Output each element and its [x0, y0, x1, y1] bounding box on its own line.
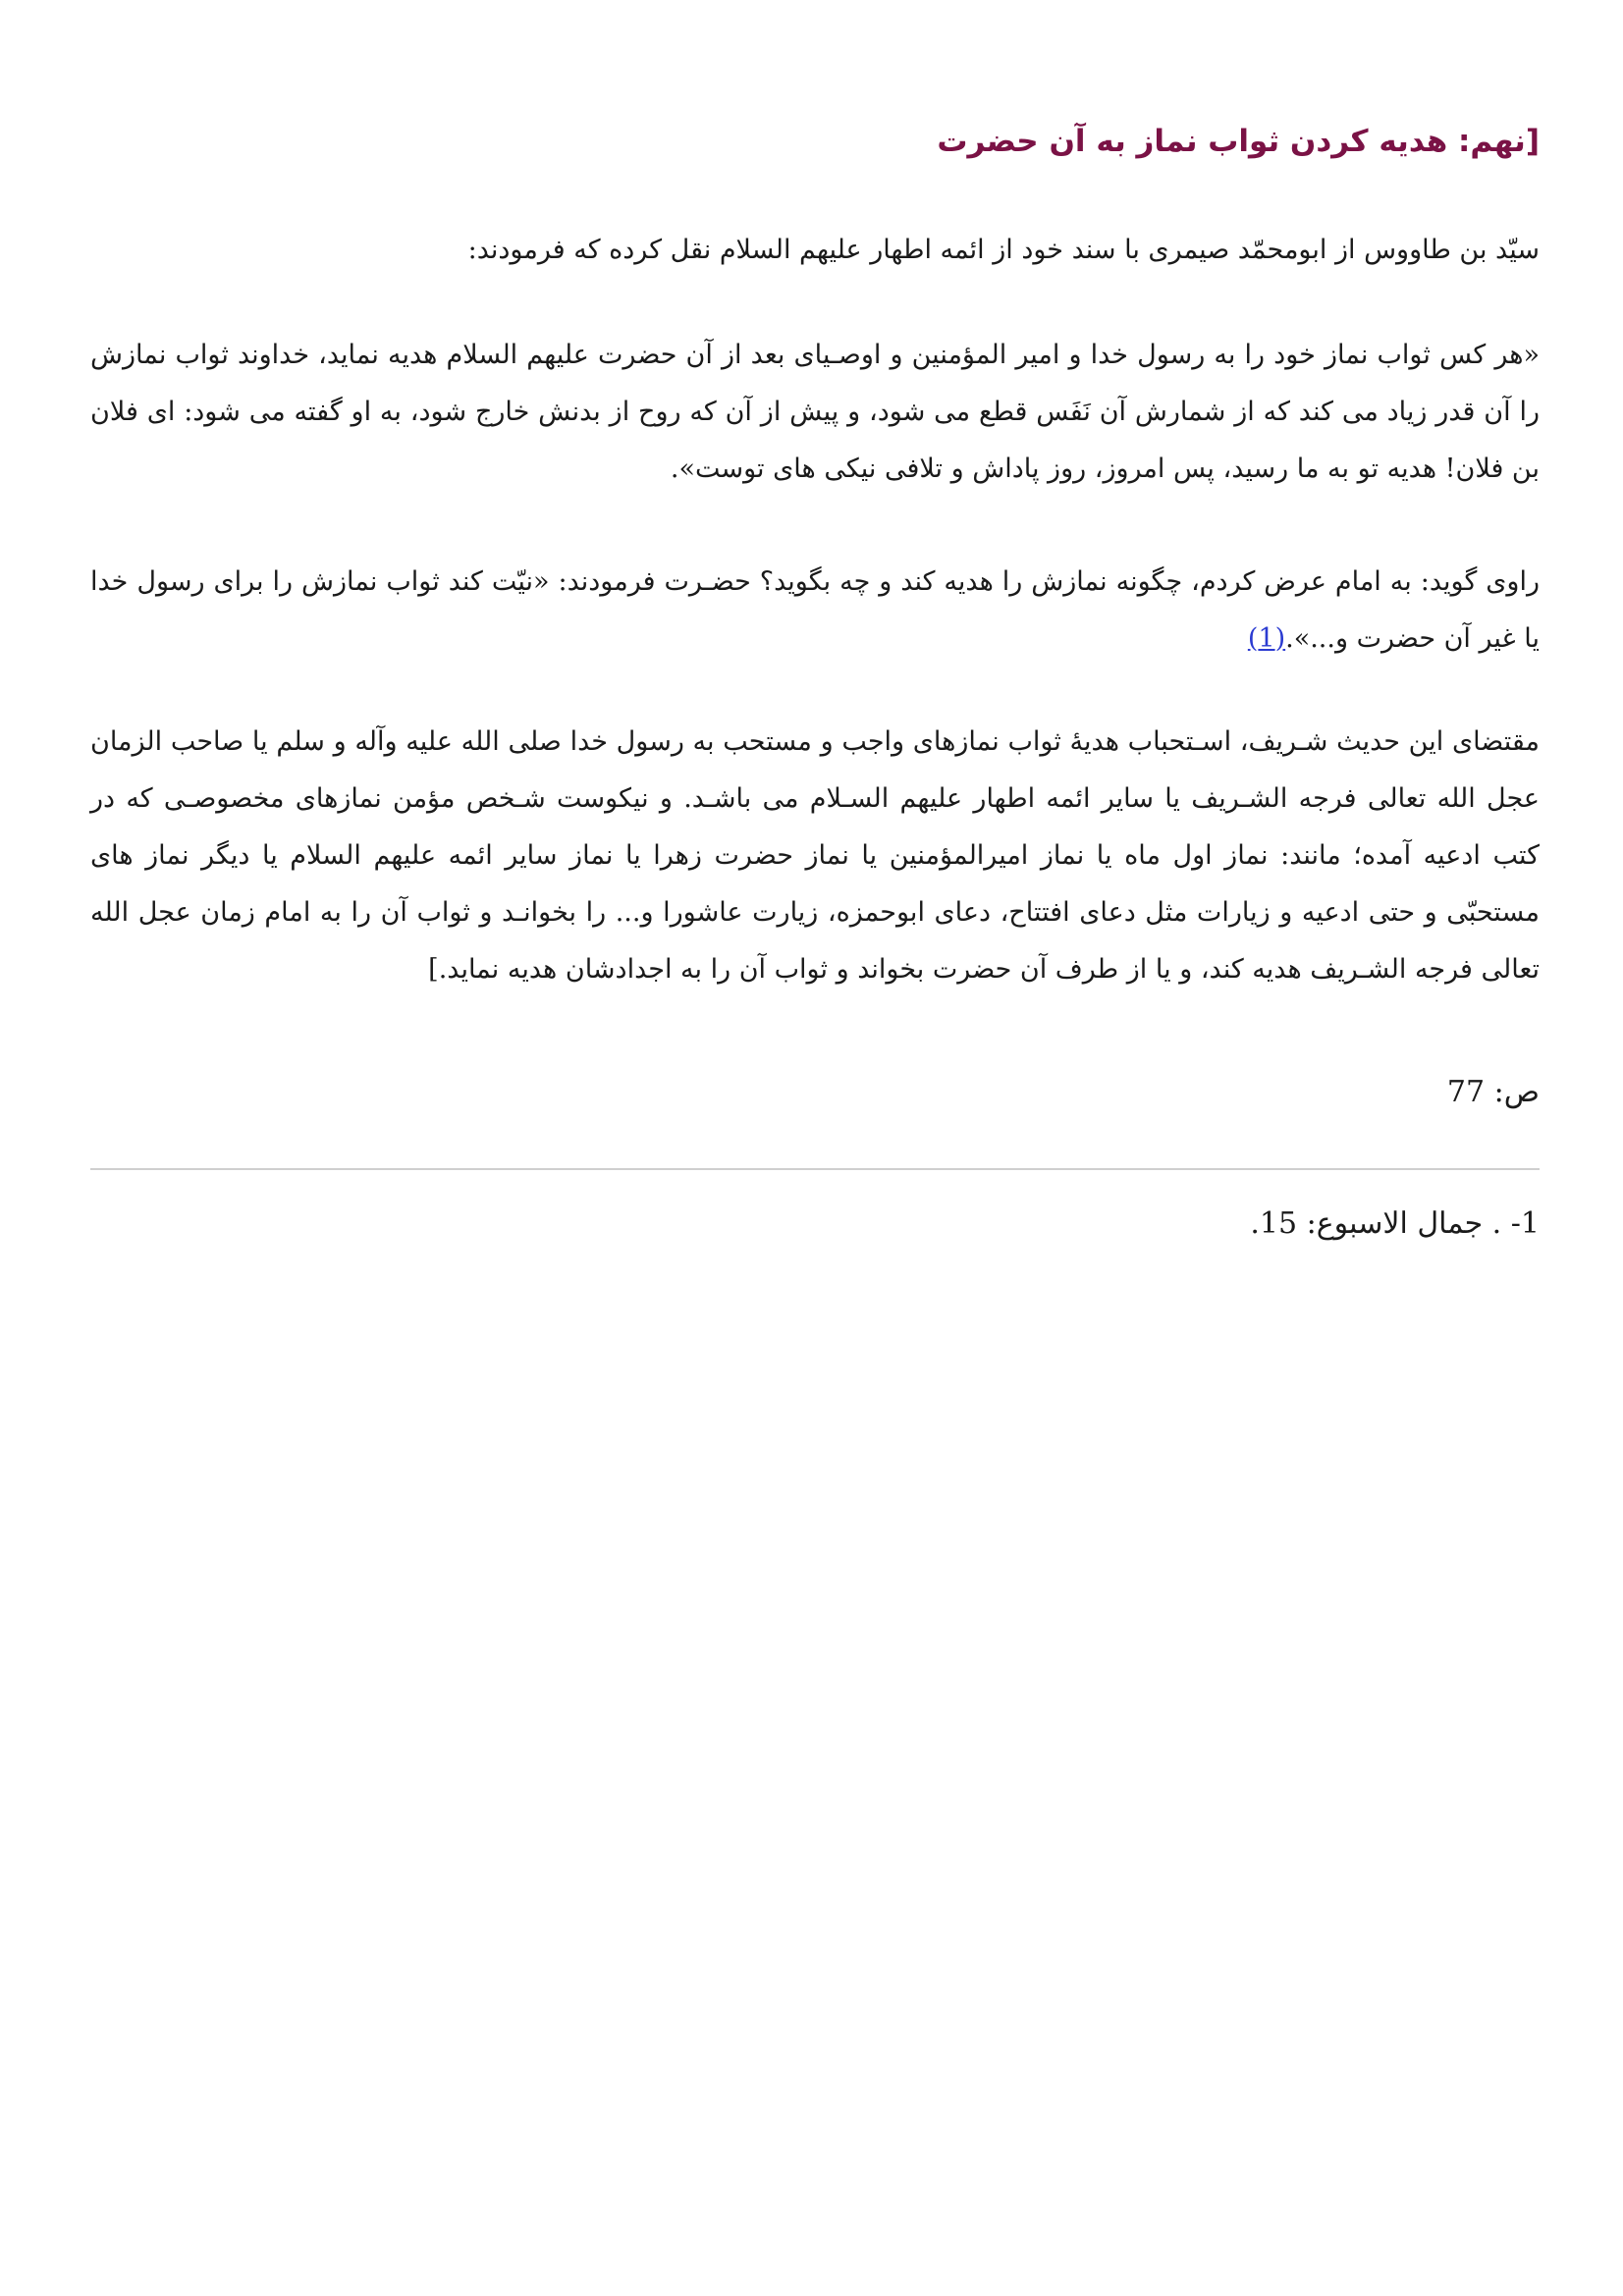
footnote-divider — [90, 1168, 1540, 1170]
paragraph-narrator — [90, 554, 1540, 667]
paragraph-intro: سیّد بن طاووس از ابومحمّد صیمری با سند خود از ائمه اطهار علیهم السلام نقل کرده که فرمودند: — [467, 235, 1540, 265]
narrator-text: راوی گوید: به امام عرض کردم، چگونه نمازش را هدیه کند و چه بگوید؟ حضـرت فرمودند: «نیّت کند ثواب نمازش را برای رسول خدا یا غیر آن حضرت و...». — [90, 566, 1540, 654]
footnote-reference-link[interactable]: (1) — [1247, 623, 1286, 654]
footnote-item: 1- . جمال الاسبوع: 15. — [1250, 1206, 1540, 1241]
document-page — [90, 0, 1540, 2296]
page-number: ص: 77 — [1446, 1075, 1540, 1109]
section-heading: [نهم: هدیه کردن ثواب نماز به آن حضرت — [937, 124, 1540, 159]
paragraph-commentary: مقتضای این حدیث شـریف، اسـتحباب هدیهٔ ثواب نمازهای واجب و مستحب به رسول خدا صلی الله علیه وآله و سلم یا صاحب الزمان عجل الله تعالی فرجه الشـریف یا سایر ائمه اطهار علیهم السـلام می باشـد. و نیکوست شـخص مؤمن نمازهای مخصوصـی که در کتب ادعیه آمده؛ مانند: نماز اول ماه یا نماز امیرالمؤمنین یا نماز حضرت زهرا یا نماز سایر ائمه علیهم السلام یا دیگر نماز های مستحبّی و حتی ادعیه و زیارات مثل دعای افتتاح، دعای ابوحمزه، زیارت عاشورا و... را بخوانـد و ثواب آن را به امام زمان عجل الله تعالی فرجه الشـریف هدیه کند، و یا از طرف آن حضرت بخواند و ثواب آن را به اجدادشان هدیه نماید.] — [90, 726, 1540, 985]
paragraph-hadith: «هر کس ثواب نماز خود را به رسول خدا و امیر المؤمنین و اوصـیای بعد از آن حضرت علیهم السلام هدیه نماید، خداوند ثواب نمازش را آن قدر زیاد می کند که از شمارش آن نَفَس قطع می شود، و پیش از آن که روح از بدنش خارج شود، به او گفته می شود: ای فلان بن فلان! هدیه تو به ما رسید، پس امروز، روز پاداش و تلافی نیکی های توست». — [90, 340, 1540, 484]
